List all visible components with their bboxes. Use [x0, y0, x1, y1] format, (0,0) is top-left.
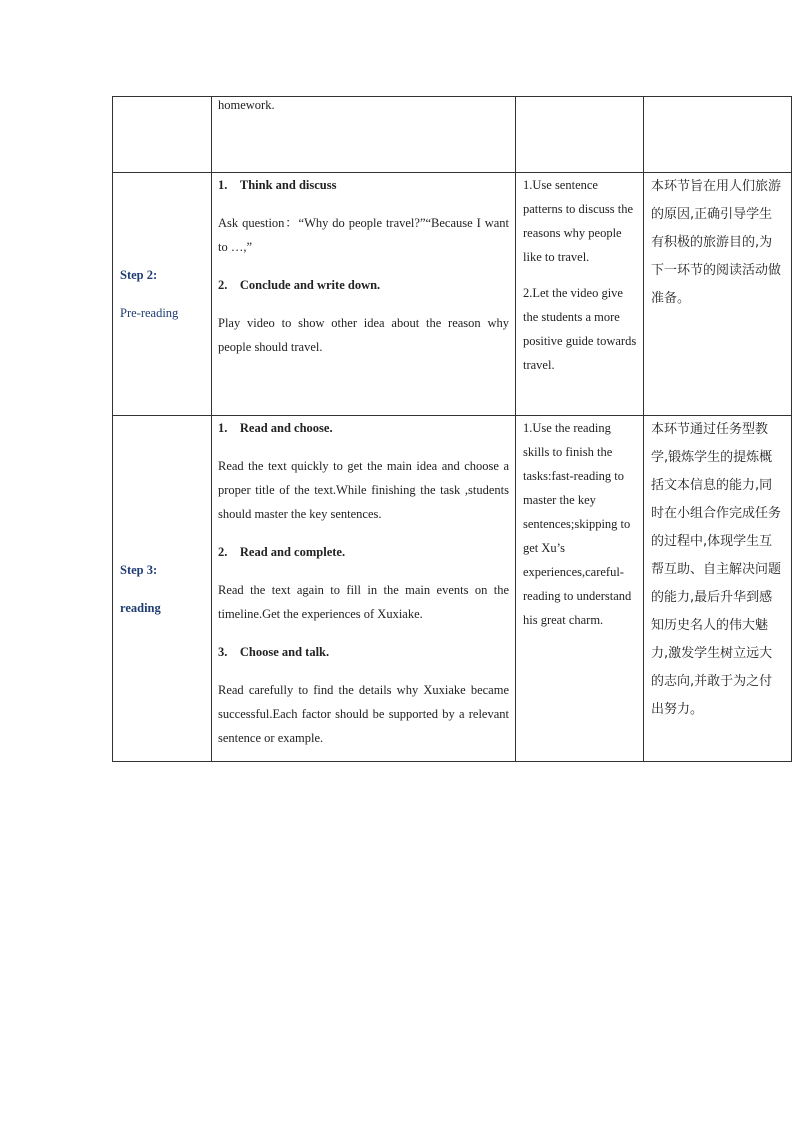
activity-heading: 1. Think and discuss [218, 178, 337, 192]
activity-heading: 1. Read and choose. [218, 421, 333, 435]
purpose-cell [516, 173, 644, 416]
note-cell [644, 97, 792, 173]
purpose-text: 1.Use the reading skills to finish the tasks:fast-reading to master the key sentences;skipping to get Xu’s experiences,careful-reading to understand his great charm. [523, 421, 632, 627]
activity-cell [212, 173, 516, 416]
note-cell [644, 416, 792, 762]
step-subtitle: reading [120, 600, 161, 615]
activity-cell [212, 416, 516, 762]
activity-heading: 2. Read and complete. [218, 545, 346, 559]
note-text: 本环节旨在用人们旅游的原因,正确引导学生有积极的旅游目的,为下一环节的阅读活动做准备。 [651, 179, 782, 306]
table-row [113, 97, 792, 173]
purpose-cell [516, 97, 644, 173]
activity-text: homework. [218, 98, 275, 112]
activity-text: Read carefully to find the details why Xuxiake became successful.Each factor should be supported by a relevant sentence or example. [218, 683, 509, 745]
step-cell [113, 416, 212, 762]
purpose-text: 2.Let the video give the students a more positive guide towards travel. [523, 286, 637, 372]
note-text: 本环节通过任务型教学,锻炼学生的提炼概括文本信息的能力,同时在小组合作完成任务的过程中,体现学生互帮互助、自主解决问题的能力,最后升华到感知历史名人的伟大魅力,激发学生树立远大的志向,并敢于为之付出努力。 [651, 422, 782, 717]
activity-text: Play video to show other idea about the reason why people should travel. [218, 316, 509, 354]
step-cell [113, 97, 212, 173]
activity-heading: 3. Choose and talk. [218, 645, 330, 659]
activity-text: Read the text again to fill in the main events on the timeline.Get the experiences of Xuxiake. [218, 583, 509, 621]
table-row [113, 416, 792, 762]
table-row [113, 173, 792, 416]
step-title: Step 3: [120, 562, 158, 577]
purpose-cell [516, 416, 644, 762]
activity-heading: 2. Conclude and write down. [218, 278, 381, 292]
step-cell [113, 173, 212, 416]
lesson-plan-table [112, 96, 792, 762]
step-title: Step 2: [120, 268, 158, 282]
note-cell [644, 173, 792, 416]
activity-text: Read the text quickly to get the main idea and choose a proper title of the text.While finishing the task ,students should master the key sentences. [218, 459, 509, 521]
activity-cell [212, 97, 516, 173]
step-subtitle: Pre-reading [120, 306, 179, 320]
activity-text: Ask question：“Why do people travel?”“Because I want to …,” [218, 216, 509, 254]
purpose-text: 1.Use sentence patterns to discuss the reasons why people like to travel. [523, 178, 634, 264]
